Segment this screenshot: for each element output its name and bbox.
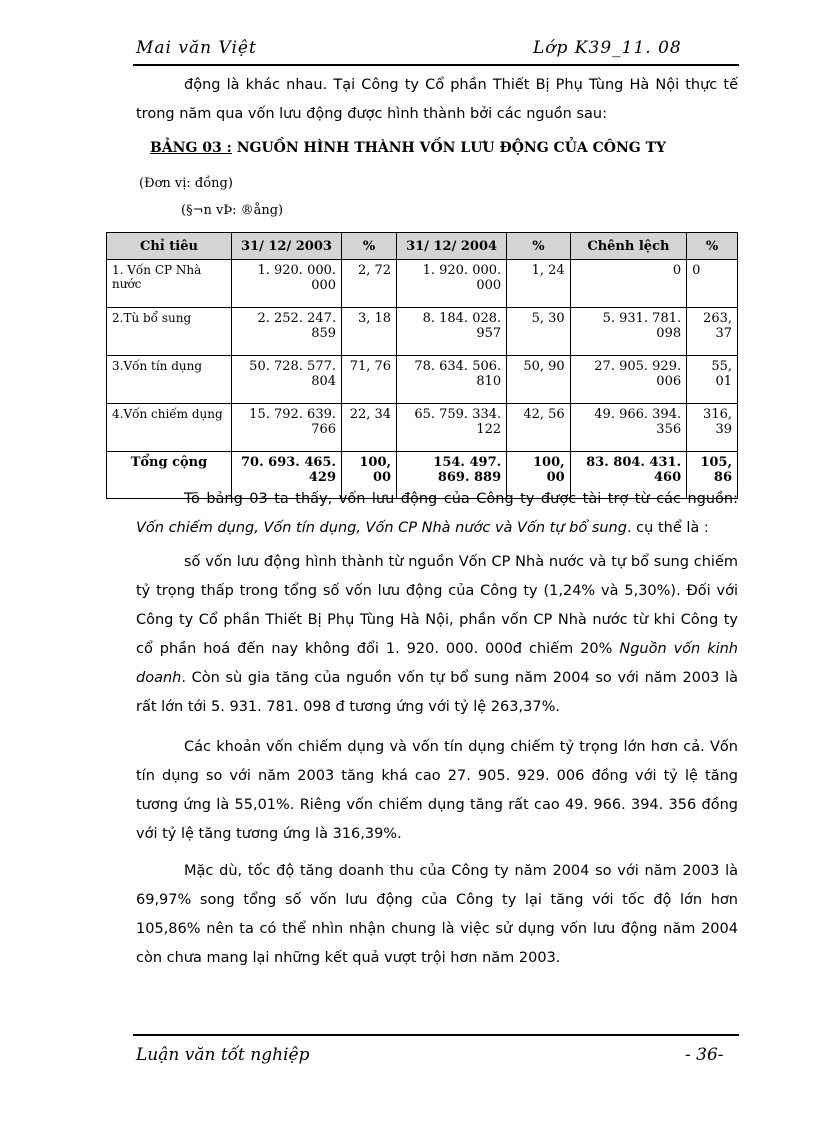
intro-paragraph: động là khác nhau. Tại Công ty Cổ phần Thiết Bị Phụ Tùng Hà Nội thực tế trong năm qua vốn lưu động được hình thành bởi các nguồn sau:	[136, 77, 738, 122]
cell-pct-2003: 2, 72	[342, 260, 397, 308]
total-pct-2004: 100, 00	[507, 452, 571, 499]
col-header-pct-2003: %	[342, 233, 397, 260]
table-title	[0, 140, 816, 156]
footer-thesis-label: Luận văn tốt nghiệp	[136, 1045, 310, 1065]
total-pct-difference: 105, 86	[687, 452, 738, 499]
table-header-row	[107, 233, 738, 260]
unit-note: (Đơn vị: đồng)	[139, 176, 233, 191]
header-class: Lớp K39_11. 08	[533, 38, 682, 58]
page-number: - 36-	[685, 1045, 724, 1065]
cell-difference: 0	[570, 260, 686, 308]
cell-2004: 1. 920. 000. 000	[397, 260, 507, 308]
cell-pct-2003: 71, 76	[342, 356, 397, 404]
col-header-2004: 31/ 12/ 2004	[397, 233, 507, 260]
cell-pct-difference: 0	[687, 260, 738, 308]
cell-2004: 65. 759. 334. 122	[397, 404, 507, 452]
cell-difference: 27. 905. 929. 006	[570, 356, 686, 404]
cell-2003: 1. 920. 000. 000	[231, 260, 341, 308]
cell-difference: 49. 966. 394. 356	[570, 404, 686, 452]
paragraph-state-capital-lead: số vốn lưu động hình thành từ nguồn Vốn CP Nhà nước và tự bổ sung chiếm tỷ trọng thấp trong tổng số vốn lưu động của Công ty (1,24% và 5,30%). Đối với Công ty Cổ phần Thiết Bị Phụ Tùng Hà Nội, phần vốn CP Nhà nước từ khi Công ty cổ phần hoá đến nay không đổi 1. 920. 000. 000đ chiếm 20%	[136, 554, 738, 657]
header-author: Mai văn Việt	[136, 38, 257, 58]
table-row	[107, 308, 738, 356]
paragraph-credit-capital: Các khoản vốn chiếm dụng và vốn tín dụng chiếm tỷ trọng lớn hơn cả. Vốn tín dụng so với năm 2003 tăng khá cao 27. 905. 929. 006 đồng với tỷ lệ tăng tương ứng là 55,01%. Riêng vốn chiếm dụng tăng rất cao 49. 966. 394. 356 đồng với tỷ lệ tăng tương ứng là 316,39%.	[136, 739, 738, 842]
cell-2003: 15. 792. 639. 766	[231, 404, 341, 452]
cell-pct-difference: 316, 39	[687, 404, 738, 452]
capital-sources-table	[106, 232, 738, 499]
cell-2004: 8. 184. 028. 957	[397, 308, 507, 356]
unit-note-garbled: (§¬n vÞ: ®ång)	[181, 203, 284, 218]
paragraph-summary-sources: Vốn chiếm dụng, Vốn tín dụng, Vốn CP Nhà nước và Vốn tự bổ sung	[136, 520, 627, 536]
cell-pct-2004: 42, 56	[507, 404, 571, 452]
footer-rule	[133, 1034, 739, 1036]
row-label: 1. Vốn CP Nhà nước	[107, 260, 232, 308]
cell-2003: 2. 252. 247. 859	[231, 308, 341, 356]
cell-pct-2004: 1, 24	[507, 260, 571, 308]
cell-2004: 78. 634. 506. 810	[397, 356, 507, 404]
paragraph-summary-tail: . cụ thể là :	[626, 520, 709, 536]
col-header-pct-difference: %	[687, 233, 738, 260]
paragraph-state-capital-tail: . Còn sù gia tăng của nguồn vốn tự bổ sung năm 2004 so với năm 2003 là rất lớn tới 5. 931. 781. 098 đ tương ứng với tỷ lệ 263,37%.	[136, 670, 738, 715]
table-row	[107, 356, 738, 404]
cell-2003: 50. 728. 577. 804	[231, 356, 341, 404]
total-2003: 70. 693. 465. 429	[231, 452, 341, 499]
paragraph-conclusion: Mặc dù, tốc độ tăng doanh thu của Công ty năm 2004 so với năm 2003 là 69,97% song tổng số vốn lưu động của Công ty lại tăng với tốc độ lớn hơn 105,86% nên ta có thể nhìn nhận chung là việc sử dụng vốn lưu động năm 2004 còn chưa mang lại những kết quả vượt trội hơn năm 2003.	[136, 863, 738, 966]
table-row	[107, 404, 738, 452]
table-row	[107, 260, 738, 308]
col-header-difference: Chênh lệch	[570, 233, 686, 260]
cell-pct-2003: 3, 18	[342, 308, 397, 356]
paragraph-state-capital-emphasis: Nguồn vốn kinh doanh	[136, 641, 739, 686]
paragraph-summary	[136, 485, 738, 543]
cell-pct-2004: 5, 30	[507, 308, 571, 356]
total-2004: 154. 497. 869. 889	[397, 452, 507, 499]
total-pct-2003: 100, 00	[342, 452, 397, 499]
table-title-label: BẢNG 03 :	[149, 140, 232, 156]
header-rule	[133, 64, 739, 66]
cell-pct-difference: 55, 01	[687, 356, 738, 404]
cell-difference: 5. 931. 781. 098	[570, 308, 686, 356]
paragraph-state-capital	[136, 548, 738, 722]
paragraph-summary-lead: Tõ bảng 03 ta thấy, vốn lưu động của Công ty được tài trợ từ các nguồn:	[184, 491, 738, 507]
table-title-text: NGUỒN HÌNH THÀNH VỐN LƯU ĐỘNG CỦA CÔNG TY	[236, 140, 667, 156]
col-header-indicator: Chỉ tiêu	[107, 233, 232, 260]
cell-pct-2003: 22, 34	[342, 404, 397, 452]
cell-pct-2004: 50, 90	[507, 356, 571, 404]
total-label: Tổng cộng	[107, 452, 232, 499]
row-label: 2.Tù bổ sung	[107, 308, 232, 356]
row-label: 4.Vốn chiếm dụng	[107, 404, 232, 452]
col-header-2003: 31/ 12/ 2003	[231, 233, 341, 260]
cell-pct-difference: 263, 37	[687, 308, 738, 356]
total-difference: 83. 804. 431. 460	[570, 452, 686, 499]
row-label: 3.Vốn tín dụng	[107, 356, 232, 404]
col-header-pct-2004: %	[507, 233, 571, 260]
